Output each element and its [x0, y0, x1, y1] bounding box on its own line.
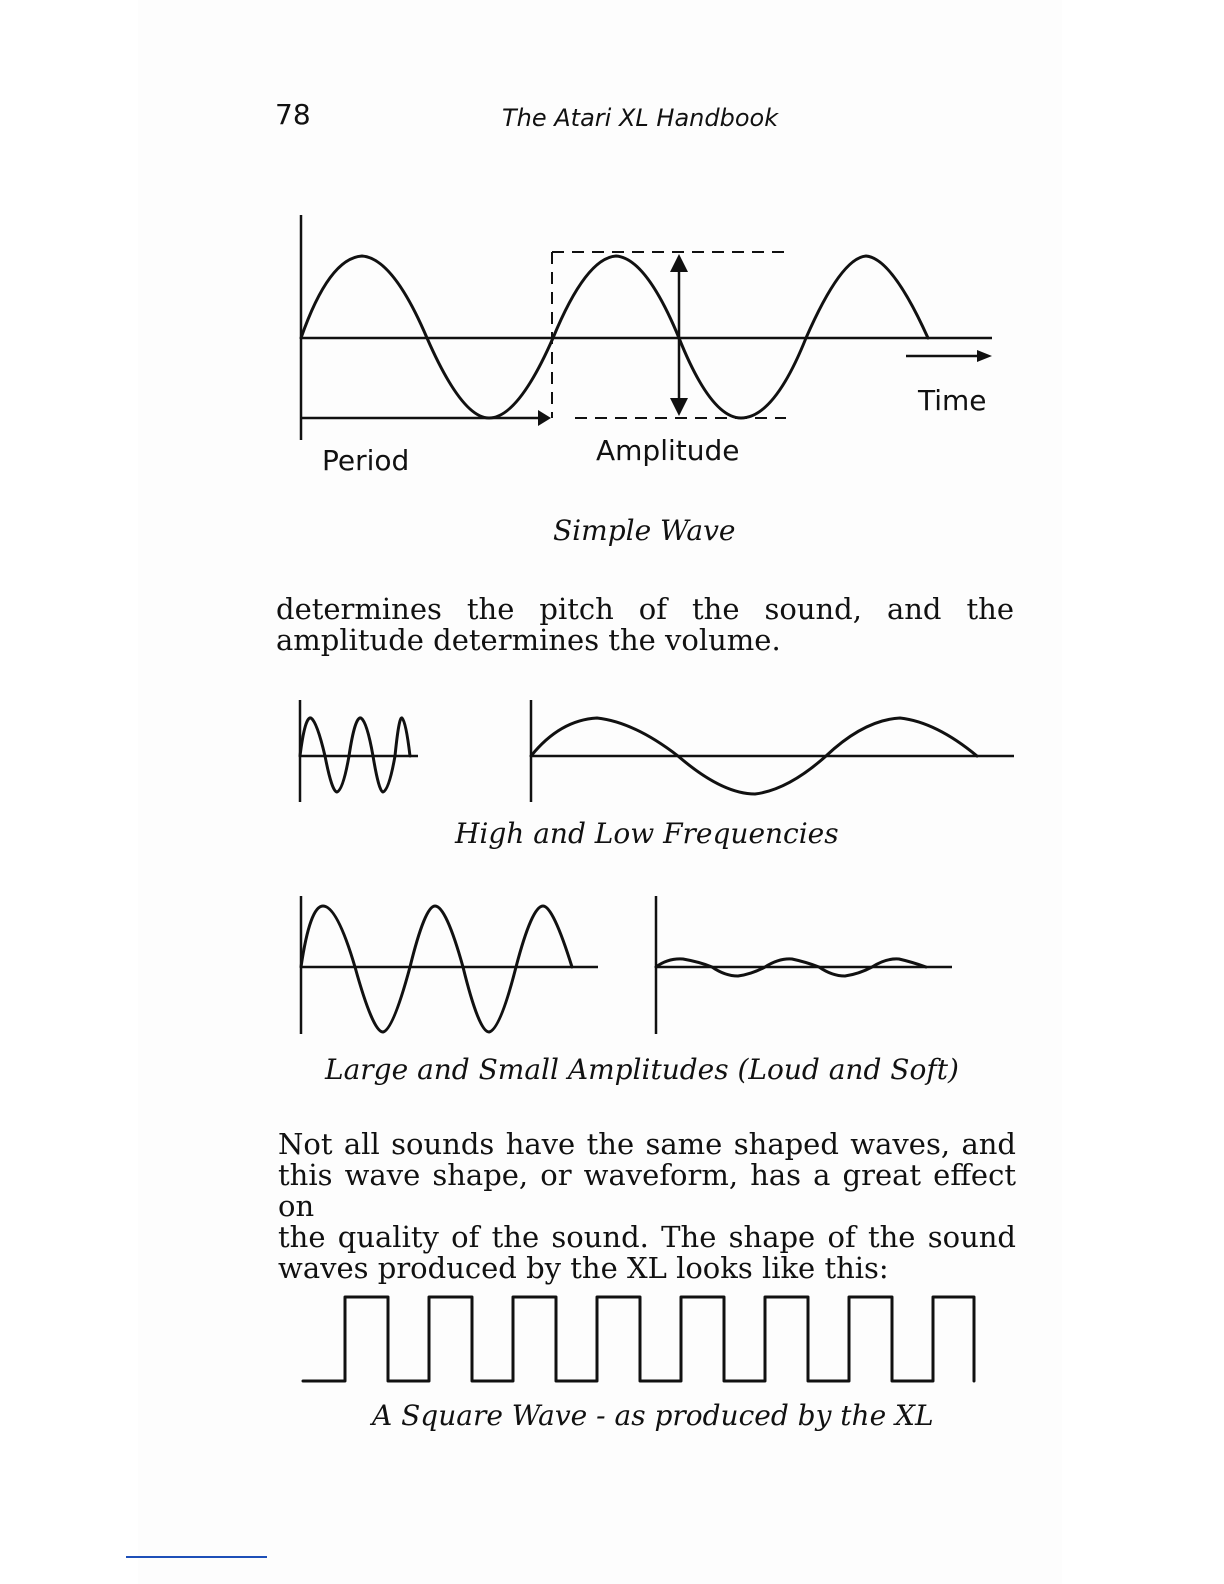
time-arrow-head [977, 350, 992, 362]
bottom-rule [126, 1556, 267, 1558]
amplitudes-caption: Large and Small Amplitudes (Loud and Soft) [325, 1053, 959, 1086]
square-wave-caption: A Square Wave - as produced by the XL [372, 1399, 934, 1432]
low-frequency-figure [531, 700, 1014, 802]
amplitude-arrow-down-head [670, 398, 688, 416]
frequencies-caption: High and Low Frequencies [455, 817, 839, 850]
paragraph-1-line-1: determines the pitch of the sound, and the [276, 592, 1014, 626]
paragraph-2-line-3: the quality of the sound. The shape of the sound [278, 1220, 1016, 1254]
large-amplitude-curve [301, 906, 572, 1032]
paragraph-2-line-1: Not all sounds have the same shaped waves, and [278, 1127, 1016, 1161]
simple-wave-caption: Simple Wave [553, 514, 736, 547]
amplitude-arrow-up-head [670, 254, 688, 272]
paragraph-2-line-2: this wave shape, or waveform, has a great effect on [278, 1158, 1016, 1223]
high-frequency-figure [300, 700, 418, 802]
period-arrow-head [538, 410, 551, 426]
amplitude-label: Amplitude [596, 434, 740, 467]
paragraph-2-line-4: waves produced by the XL looks like this: [278, 1251, 889, 1285]
large-amplitude-figure [301, 896, 598, 1034]
paragraph-2 [278, 1129, 1016, 1284]
time-label: Time [918, 384, 987, 417]
period-label: Period [322, 444, 410, 477]
paragraph-1-line-2: amplitude determines the volume. [276, 623, 781, 657]
small-amplitude-figure [656, 896, 952, 1034]
simple-wave-figure [301, 215, 992, 440]
page-number: 78 [275, 98, 311, 131]
paragraph-1 [276, 594, 1014, 656]
square-wave-curve [303, 1297, 974, 1381]
running-title: The Atari XL Handbook [502, 104, 779, 132]
square-wave-figure [303, 1297, 974, 1381]
